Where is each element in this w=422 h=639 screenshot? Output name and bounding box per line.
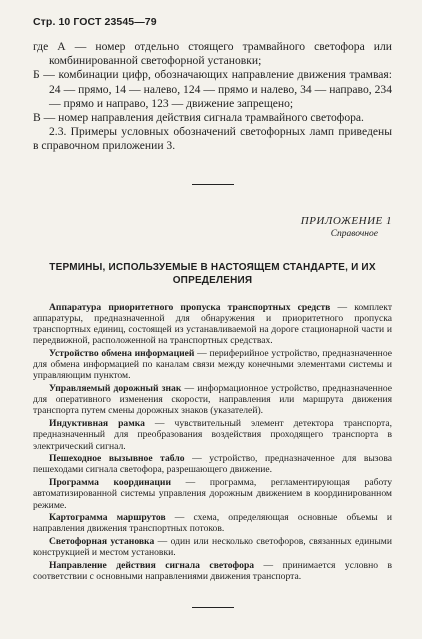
page-header: Стр. 10 ГОСТ 23545—79 bbox=[33, 16, 157, 28]
definition-term: Устройство обмена информацией bbox=[49, 347, 195, 359]
definitions-list bbox=[33, 302, 392, 583]
divider-bottom bbox=[192, 607, 234, 608]
definition-text: — один или несколько светофоров, связанных едиными конструкцией и местом установки. bbox=[33, 536, 392, 559]
para-a: где А — номер отдельно стоящего трамвайного светофора или комбинированной светофорной установки; bbox=[33, 40, 392, 68]
definition-item bbox=[33, 512, 392, 534]
definition-text: — комплект аппаратуры, предназначенной для обнаружения и приоритетного пропуска транспортных единиц, состоящей из устанавливаемой на дороге стационарной части и передвижной, расположенной на транспортных средствах. bbox=[33, 301, 393, 347]
definition-term: Направление действия сигнала светофора bbox=[49, 560, 255, 572]
divider-top bbox=[192, 184, 234, 185]
appendix-title: ПРИЛОЖЕНИЕ 1 bbox=[300, 214, 392, 227]
terms-heading: ТЕРМИНЫ, ИСПОЛЬЗУЕМЫЕ В НАСТОЯЩЕМ СТАНДАРТЕ, И ИХ ОПРЕДЕЛЕНИЯ bbox=[49, 261, 376, 287]
definition-term: Аппаратура приоритетного пропуска транспортных средств bbox=[49, 301, 331, 313]
para-b: Б — комбинации цифр, обозначающих направление движения трамвая: 24 — прямо, 14 — налево, 124 — прямо и налево, 34 — направо, 234 — прямо и направо, 123 — движение запрещено; bbox=[33, 68, 392, 110]
definition-item bbox=[33, 477, 392, 511]
definition-term: Индуктивная рамка bbox=[49, 418, 145, 430]
definition-item bbox=[33, 348, 392, 382]
definition-text: — информационное устройство, предназначенное для оперативного изменения скорости, направления или маршрута движения транспорта путем смены дорожных знаков (указателей). bbox=[33, 383, 392, 417]
definition-text: — принимается условно в соответствии с основными направлениями движения транспорта. bbox=[33, 560, 392, 583]
definition-text: — схема, определяющая основные объемы и направления движения транспортных потоков. bbox=[33, 512, 392, 535]
definition-item bbox=[33, 383, 392, 417]
para-v: В — номер направления действия сигнала трамвайного светофора. bbox=[33, 111, 364, 125]
appendix-subtitle: Справочное bbox=[330, 228, 378, 239]
definition-term: Картограмма маршрутов bbox=[49, 512, 166, 524]
definition-item bbox=[33, 302, 392, 347]
definition-item bbox=[33, 536, 392, 558]
definition-term: Управляемый дорожный знак bbox=[49, 383, 182, 395]
para-2-3: 2.3. Примеры условных обозначений светофорных ламп приведены в справочном приложении 3. bbox=[33, 125, 392, 153]
definition-text: — устройство, предназначенное для вызова пешеходами сигнала светофора, разрешающего движение. bbox=[33, 453, 392, 476]
definition-item bbox=[33, 560, 392, 582]
definition-term: Пешеходное вызывное табло bbox=[49, 453, 185, 465]
definition-item bbox=[33, 453, 392, 475]
definition-term: Светофорная установка bbox=[49, 536, 155, 548]
definition-term: Программа координации bbox=[49, 477, 171, 489]
definition-text: — чувствительный элемент детектора транспорта, предназначенный для преобразования воздействия проходящего транспорта в электрический сигнал. bbox=[33, 418, 392, 452]
definition-text: — периферийное устройство, предназначенное для обмена информацией по каналам связи между конечными элементами системы и управляющим пунктом. bbox=[33, 347, 392, 382]
definition-item bbox=[33, 418, 392, 452]
definition-text: — программа, регламентирующая работу автоматизированной системы управления дорожным движением в координированном режиме. bbox=[33, 477, 393, 511]
